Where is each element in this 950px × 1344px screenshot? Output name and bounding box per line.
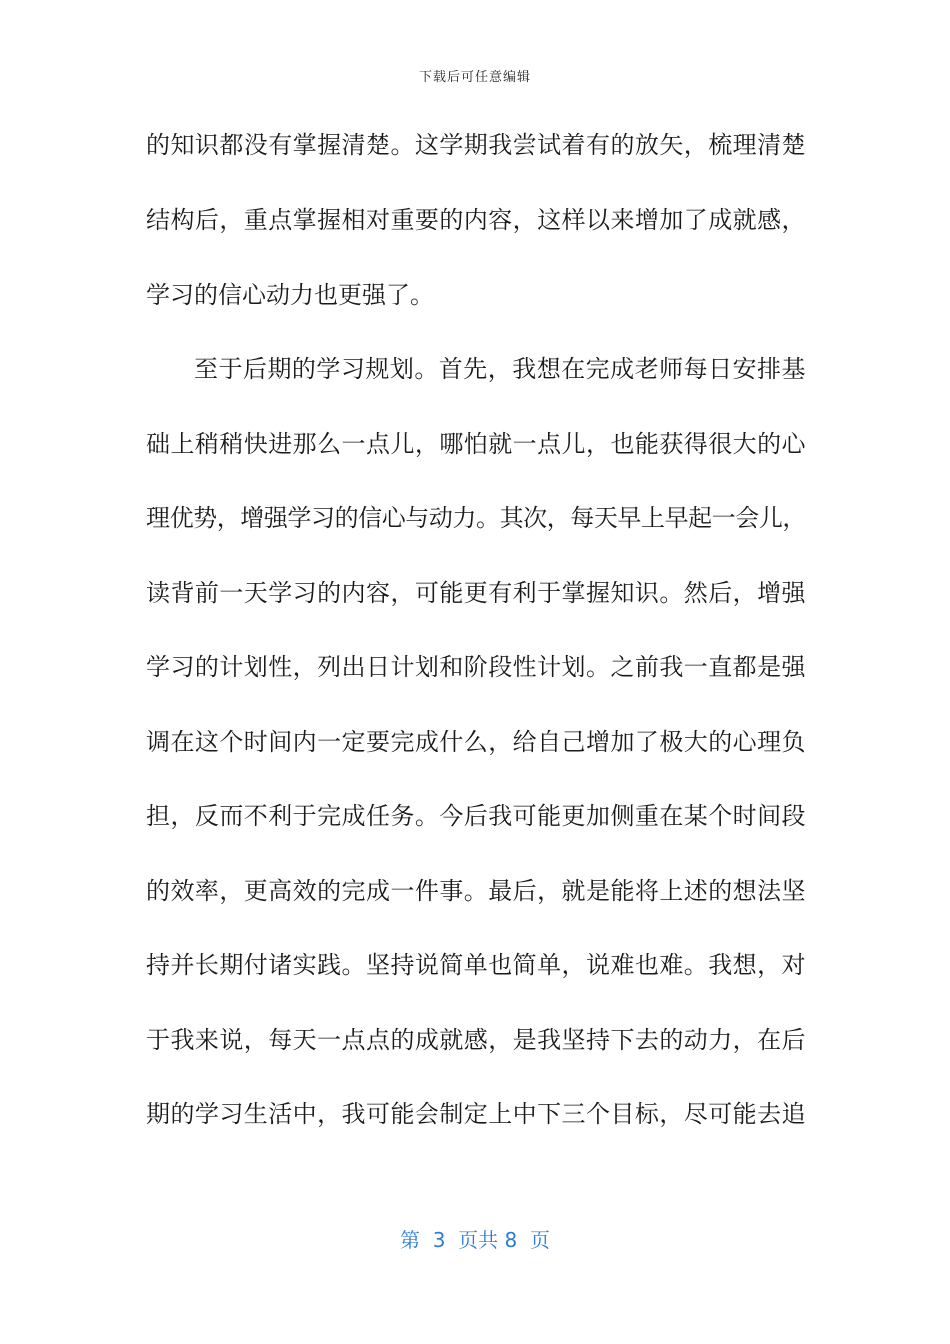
body-line: 学习的计划性，列出日计划和阶段性计划。之前我一直都是强 — [146, 653, 806, 681]
body-line: 结构后，重点掌握相对重要的内容，这样以来增加了成就感， — [146, 206, 806, 234]
body-line: 学习的信心动力也更强了。 — [146, 281, 434, 309]
body-line: 持并长期付诸实践。坚持说简单也简单，说难也难。我想，对 — [146, 951, 806, 979]
body-line: 的知识都没有掌握清楚。这学期我尝试着有的放矢，梳理清楚 — [146, 131, 806, 159]
body-line: 理优势，增强学习的信心与动力。其次，每天早上早起一会儿， — [146, 504, 806, 532]
paragraph-first-line: 至于后期的学习规划。首先，我想在完成老师每日安排基 — [194, 355, 806, 383]
page-number-footer: 第 3 页共 8 页 — [400, 1228, 550, 1252]
body-line: 调在这个时间内一定要完成什么，给自己增加了极大的心理负 — [146, 728, 806, 756]
page-header: 下载后可任意编辑 — [418, 70, 531, 85]
body-line: 础上稍稍快进那么一点儿，哪怕就一点儿，也能获得很大的心 — [146, 430, 806, 458]
body-line: 期的学习生活中，我可能会制定上中下三个目标，尽可能去追 — [146, 1100, 806, 1128]
body-line: 担，反而不利于完成任务。今后我可能更加侧重在某个时间段 — [146, 802, 806, 830]
body-line: 的效率，更高效的完成一件事。最后，就是能将上述的想法坚 — [146, 877, 806, 905]
body-line: 读背前一天学习的内容，可能更有利于掌握知识。然后，增强 — [146, 579, 806, 607]
body-line: 于我来说，每天一点点的成就感，是我坚持下去的动力，在后 — [146, 1026, 806, 1054]
